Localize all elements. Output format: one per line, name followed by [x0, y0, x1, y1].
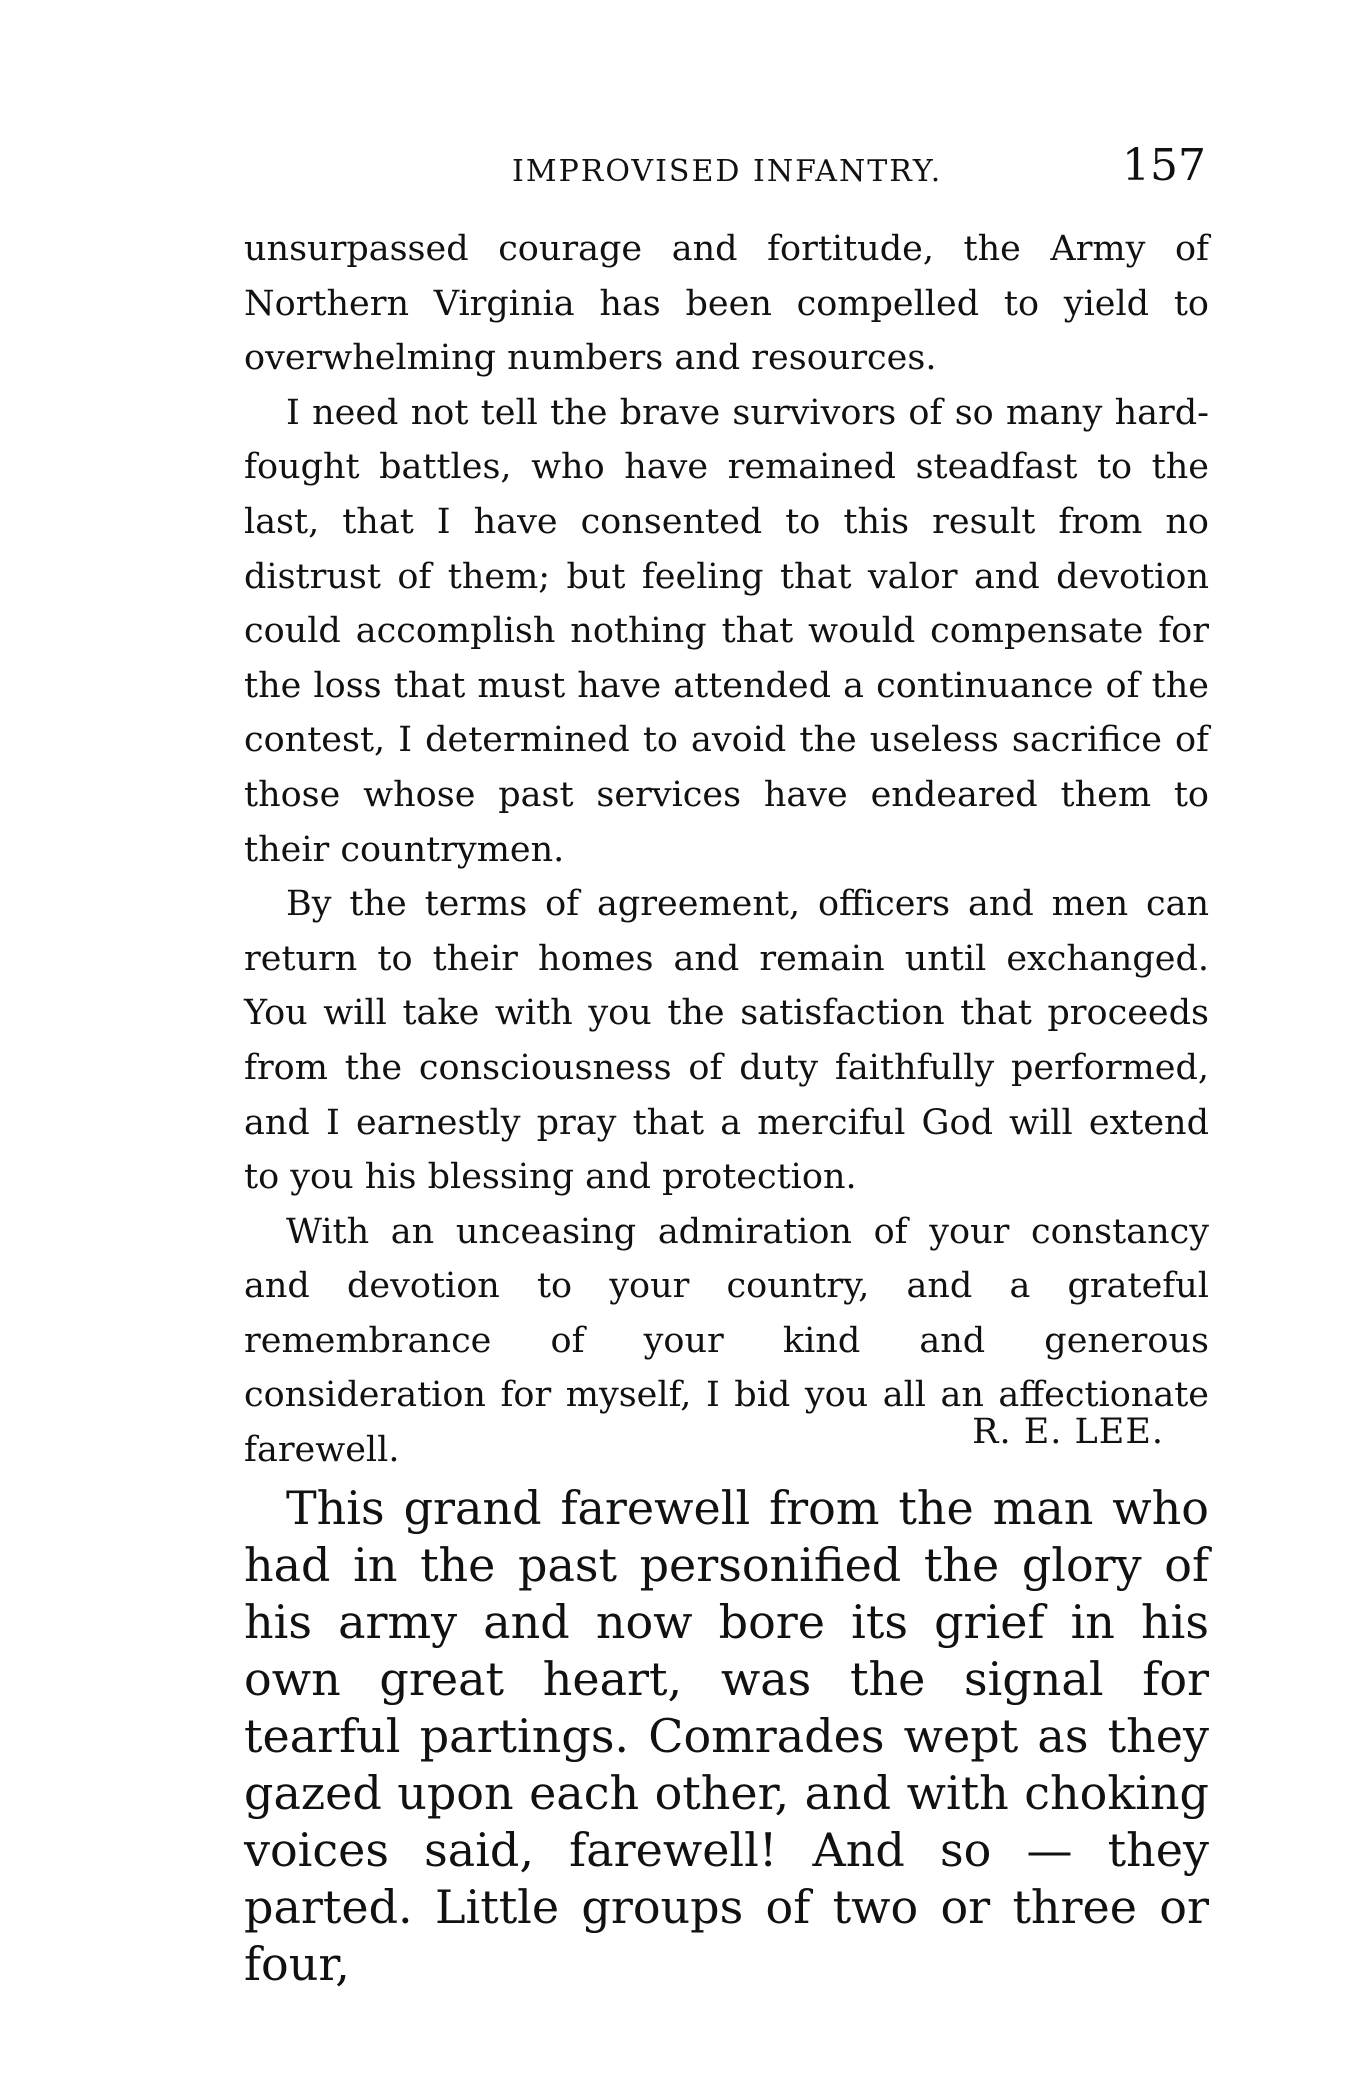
letter-paragraph: With an unceasing admiration of your constancy and devotion to your country, and a grateful remembrance of your kind and generous consideration for myself, I bid you all an affectionate farewell. [244, 1211, 1209, 1471]
letter-paragraph: I need not tell the brave survivors of so many hard-fought battles, who have remained steadfast to the last, that I have consented to this result from no distrust of them; but feeling that valor and devotion could accomplish nothing that would compensate for the loss that must have attended a continuance of the contest, I determined to avoid the useless sacrifice of those whose past services have endeared them to their countrymen. [244, 392, 1209, 870]
letter-paragraph-continued: unsurpassed courage and fortitude, the Army of Northern Virginia has been compelled to yield to overwhelming numbers and resources. [244, 229, 1209, 379]
letter-text [244, 222, 1209, 1478]
letter-paragraph: By the terms of agreement, officers and men can return to their homes and remain until exchanged. You will take with you the satisfaction that proceeds from the consciousness of duty faithfully performed, and I earnestly pray that a merciful God will extend to you his blessing and protection. [244, 884, 1209, 1198]
signature: R. E. LEE. [972, 1412, 1164, 1452]
narrative-paragraph: This grand farewell from the man who had in the past personified the glory of his army and now bore its grief in his own great heart, was the signal for tearful partings. Comrades wept as they gazed upon each other, and with choking voices said, farewell! And so — they parted. Little groups of two or three or four, [244, 1481, 1209, 1991]
running-title: IMPROVISED INFANTRY. [512, 154, 943, 189]
running-head [244, 140, 1214, 200]
narrative-text [244, 1480, 1209, 1993]
page-number: 157 [1122, 140, 1206, 191]
